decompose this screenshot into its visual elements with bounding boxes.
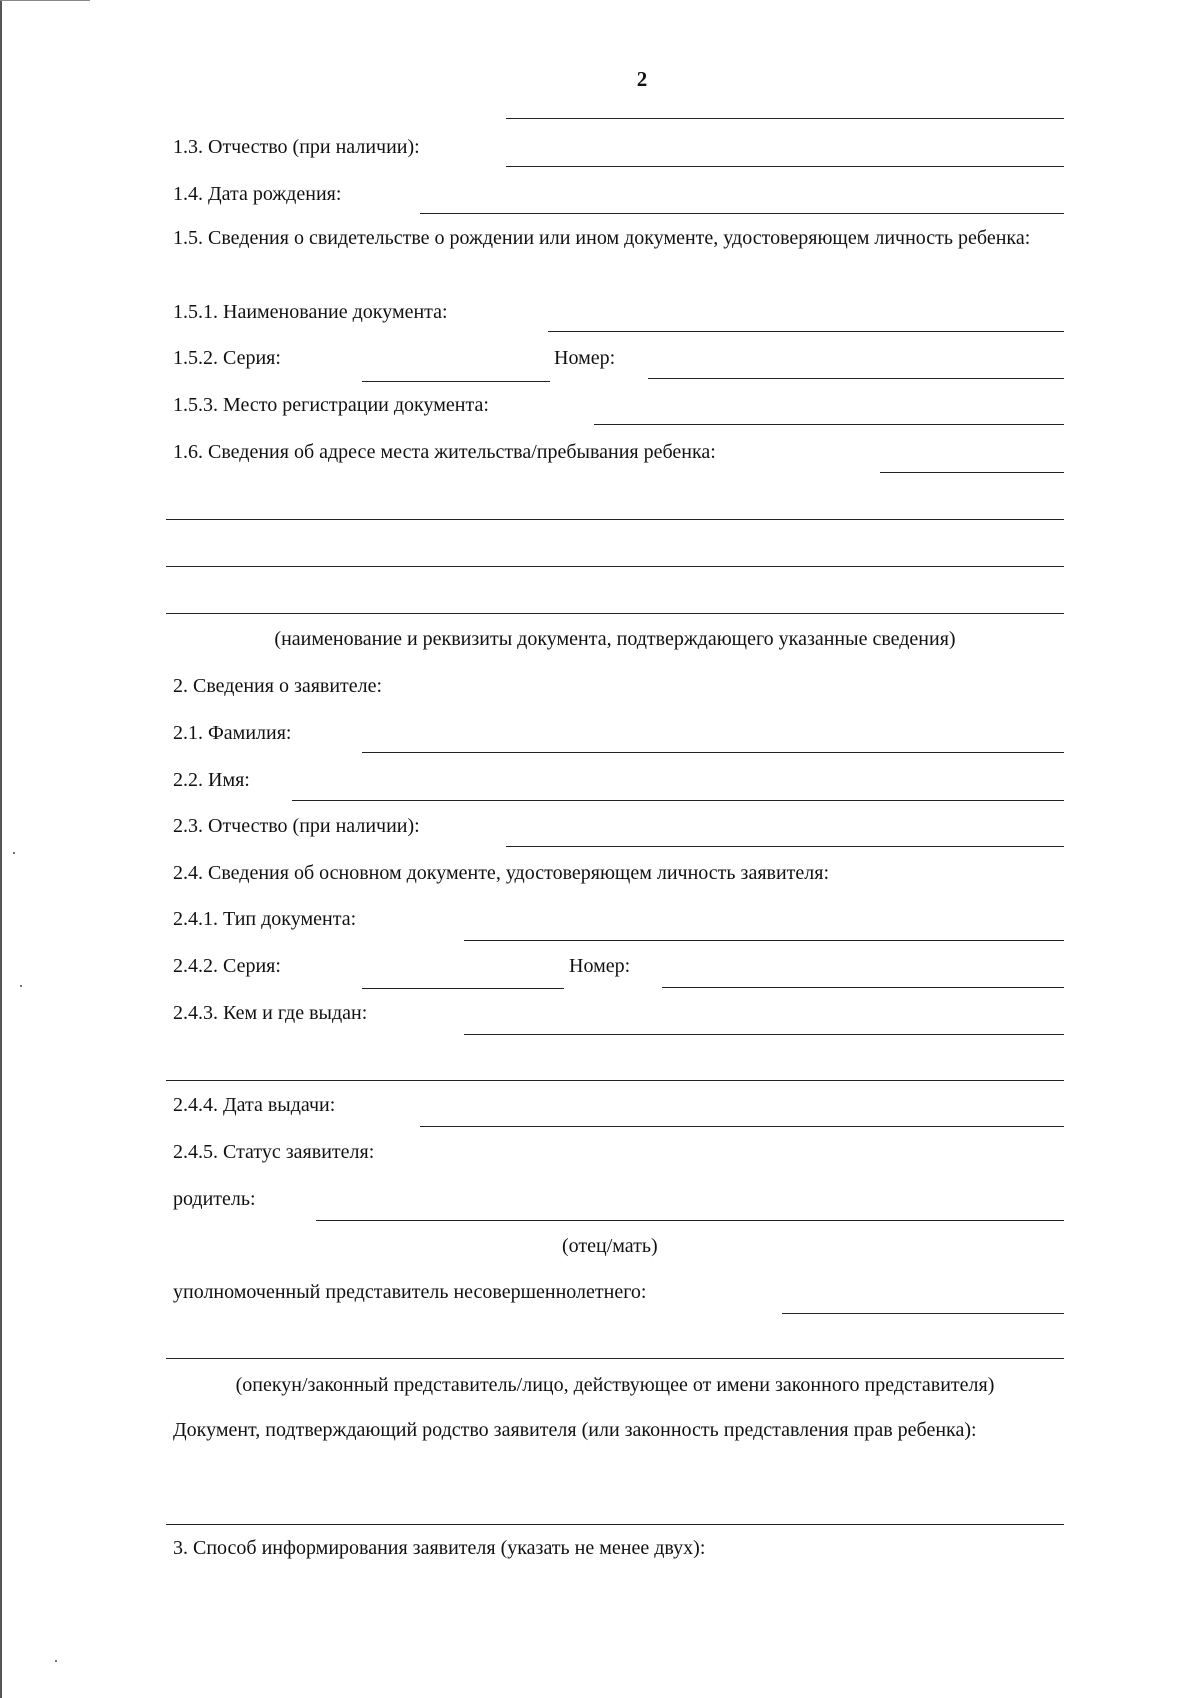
scan-edge-top	[0, 0, 90, 1]
applicant-surname-field[interactable]	[362, 752, 1064, 753]
blank-line[interactable]	[506, 118, 1064, 119]
child-doc-reg-place-label: 1.5.3. Место регистрации документа:	[173, 394, 489, 416]
child-patronymic-label: 1.3. Отчество (при наличии):	[173, 136, 420, 158]
child-doc-name-label: 1.5.1. Наименование документа:	[173, 301, 448, 323]
child-doc-series-label: 1.5.2. Серия:	[173, 347, 281, 369]
representative-field[interactable]	[782, 1313, 1064, 1314]
scan-speck	[13, 852, 15, 854]
applicant-name-field[interactable]	[292, 800, 1064, 801]
scan-speck	[20, 985, 22, 987]
scan-speck	[55, 1660, 57, 1662]
applicant-issue-date-field[interactable]	[420, 1126, 1064, 1127]
applicant-surname-label: 2.1. Фамилия:	[173, 722, 292, 744]
address-caption: (наименование и реквизиты документа, подтверждающего указанные сведения)	[274, 628, 956, 650]
applicant-doc-number-field[interactable]	[662, 987, 1064, 988]
representative-label: уполномоченный представитель несовершеннолетнего:	[173, 1281, 647, 1303]
applicant-issued-by-line[interactable]	[166, 1080, 1064, 1081]
representative-line[interactable]	[166, 1358, 1064, 1359]
child-address-line[interactable]	[166, 519, 1064, 520]
applicant-issued-by-label: 2.4.3. Кем и где выдан:	[173, 1002, 368, 1024]
child-address-line[interactable]	[166, 613, 1064, 614]
representative-caption: (опекун/законный представитель/лицо, действующее от имени законного представителя)	[235, 1374, 995, 1396]
applicant-doc-series-field[interactable]	[362, 988, 564, 989]
birth-doc-heading: 1.5. Сведения о свидетельстве о рождении или ином документе, удостоверяющем личность ребенка:	[173, 227, 1031, 249]
child-doc-number-label: Номер:	[554, 347, 616, 369]
parent-caption: (отец/мать)	[562, 1235, 658, 1257]
applicant-doc-type-label: 2.4.1. Тип документа:	[173, 908, 357, 930]
parent-label: родитель:	[173, 1188, 256, 1210]
page-number: 2	[636, 67, 648, 91]
child-birth-date-field[interactable]	[420, 213, 1064, 214]
applicant-patronymic-field[interactable]	[506, 846, 1064, 847]
applicant-id-doc-heading: 2.4. Сведения об основном документе, удостоверяющем личность заявителя:	[173, 862, 830, 884]
applicant-doc-type-field[interactable]	[464, 940, 1064, 941]
child-patronymic-field[interactable]	[506, 166, 1064, 167]
applicant-heading: 2. Сведения о заявителе:	[173, 675, 383, 697]
kinship-doc-field[interactable]	[166, 1524, 1064, 1525]
applicant-issued-by-field[interactable]	[464, 1034, 1064, 1035]
child-doc-reg-place-field[interactable]	[594, 424, 1064, 425]
child-birth-date-label: 1.4. Дата рождения:	[173, 183, 342, 205]
child-doc-name-field[interactable]	[548, 331, 1064, 332]
applicant-issue-date-label: 2.4.4. Дата выдачи:	[173, 1094, 336, 1116]
applicant-doc-series-label: 2.4.2. Серия:	[173, 955, 281, 977]
applicant-name-label: 2.2. Имя:	[173, 769, 250, 791]
parent-field[interactable]	[316, 1220, 1064, 1221]
child-address-line[interactable]	[166, 566, 1064, 567]
applicant-status-label: 2.4.5. Статус заявителя:	[173, 1141, 375, 1163]
applicant-doc-number-label: Номер:	[569, 955, 631, 977]
applicant-patronymic-label: 2.3. Отчество (при наличии):	[173, 815, 420, 837]
child-address-field[interactable]	[880, 472, 1064, 473]
child-doc-number-field[interactable]	[648, 378, 1064, 379]
scan-edge-left	[0, 0, 2, 1698]
notification-heading: 3. Способ информирования заявителя (указать не менее двух):	[173, 1537, 706, 1559]
kinship-doc-label: Документ, подтверждающий родство заявителя (или законность представления прав ребенка):	[173, 1419, 977, 1441]
child-doc-series-field[interactable]	[362, 381, 550, 382]
child-address-label: 1.6. Сведения об адресе места жительства/пребывания ребенка:	[173, 441, 716, 463]
